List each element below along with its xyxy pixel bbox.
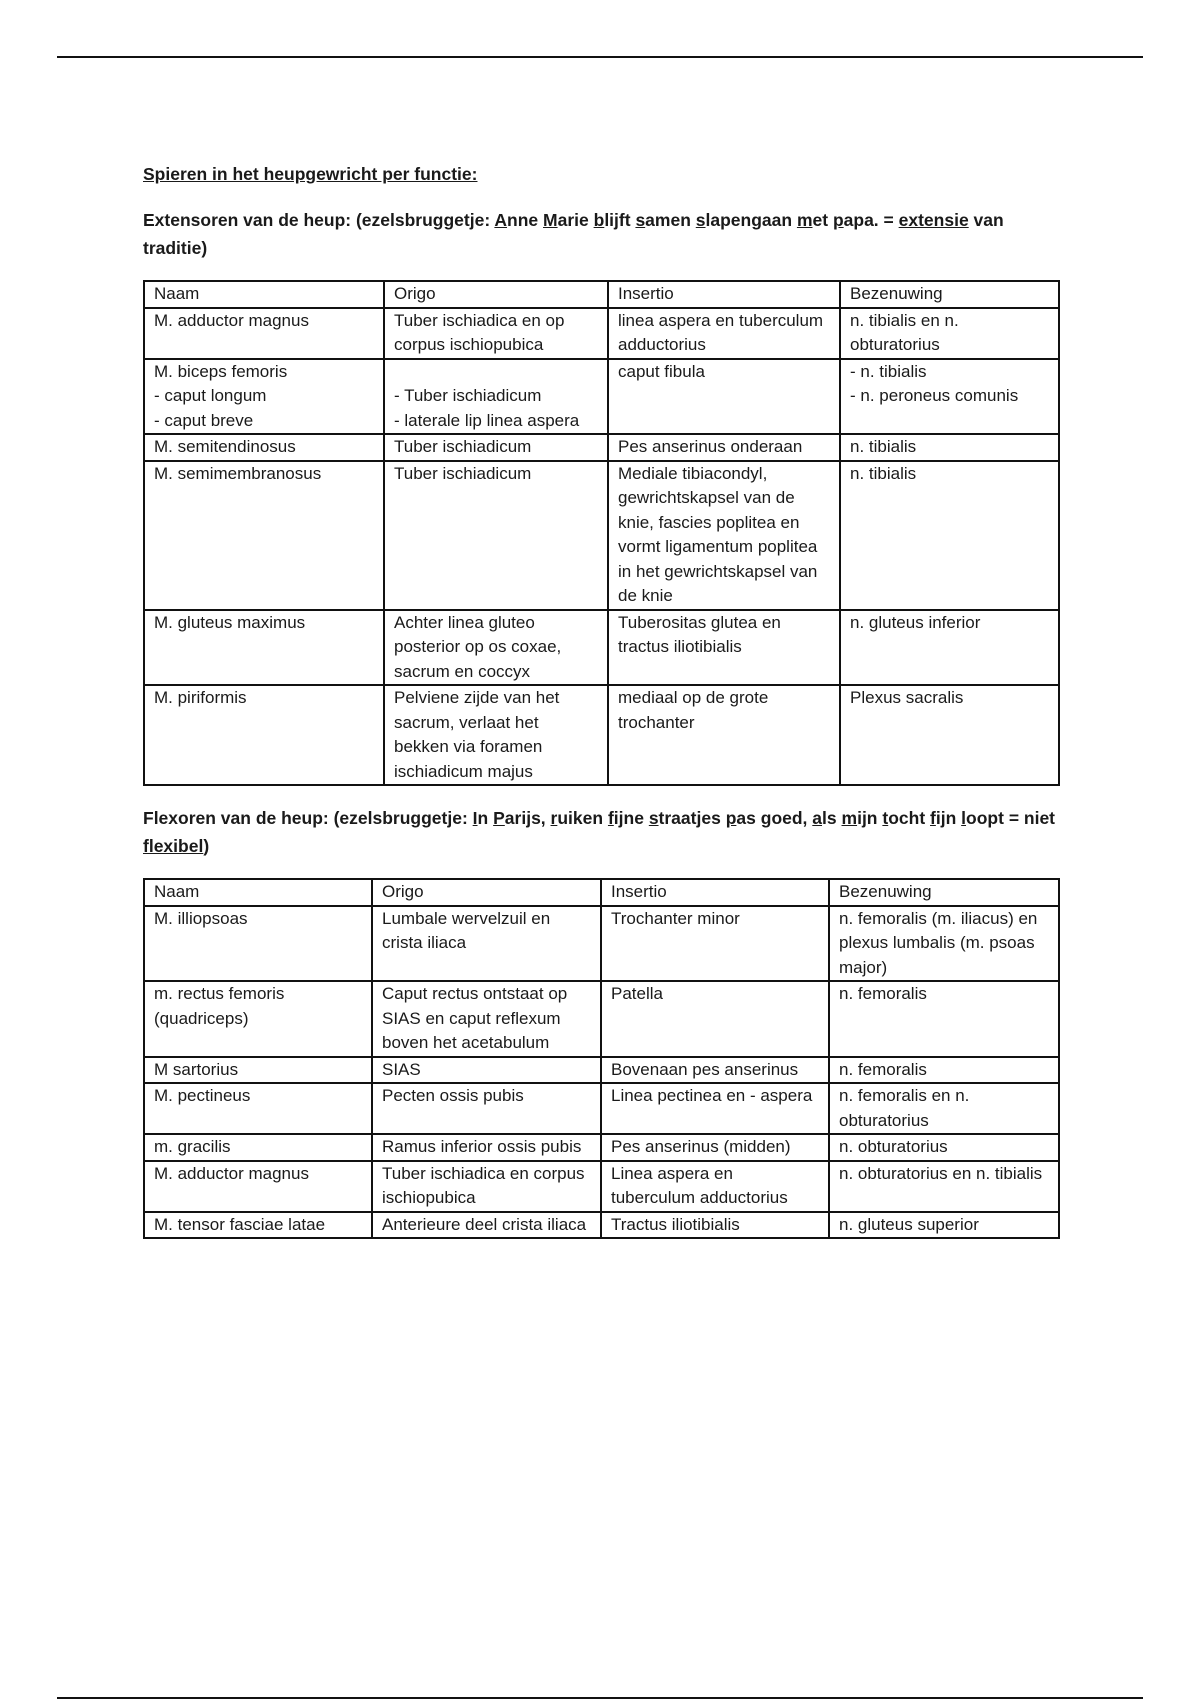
cell-naam: m. gracilis (144, 1134, 372, 1161)
cell-bezenuwing: n. gluteus superior (829, 1212, 1059, 1239)
mnemonic-key-word: extensie (898, 210, 969, 230)
cell-origo: Tuber ischiadica en corpus ischiopubica (372, 1161, 601, 1212)
mnemonic-word-rest: oed, (771, 808, 808, 828)
mnemonic-word-rest: lapengaan (705, 210, 793, 230)
cell-insertio: Tractus iliotibialis (601, 1212, 829, 1239)
column-header: Naam (144, 281, 384, 308)
table-header-row (144, 879, 1059, 906)
mnemonic-initial: t (882, 808, 889, 828)
cell-naam: M. biceps femoris - caput longum - caput breve (144, 359, 384, 435)
table-header-row (144, 281, 1059, 308)
header-rule (57, 56, 1143, 58)
cell-bezenuwing: n. tibialis (840, 461, 1059, 610)
mnemonic-initial: m (796, 210, 813, 230)
cell-origo: - Tuber ischiadicum - laterale lip linea aspera (384, 359, 608, 435)
table-row (144, 1057, 1059, 1084)
mnemonic-initial: M (543, 210, 558, 230)
cell-origo: Tuber ischiadicum (384, 461, 608, 610)
column-header: Bezenuwing (840, 281, 1059, 308)
mnemonic-word-rest: arie (557, 210, 589, 230)
cell-bezenuwing: n. femoralis (829, 981, 1059, 1057)
cell-naam: M. piriformis (144, 685, 384, 785)
mnemonic-equals: = (883, 210, 899, 230)
mnemonic-word-rest: uiken (557, 808, 604, 828)
mnemonic-initial: l (961, 808, 967, 828)
extensors-table (143, 280, 1060, 786)
cell-insertio: mediaal op de grote trochanter (608, 685, 840, 785)
cell-bezenuwing: n. tibialis (840, 434, 1059, 461)
mnemonic-initial: r (550, 808, 558, 828)
heading-suffix: ) (203, 836, 210, 856)
mnemonic-key-word: flexibel (143, 836, 204, 856)
cell-insertio: Pes anserinus onderaan (608, 434, 840, 461)
cell-bezenuwing: n. obturatorius en n. tibialis (829, 1161, 1059, 1212)
cell-insertio: Trochanter minor (601, 906, 829, 982)
table-row (144, 1134, 1059, 1161)
mnemonic-initial: I (472, 808, 478, 828)
mnemonic-word-rest: n (477, 808, 489, 828)
mnemonic-initial: b (593, 210, 605, 230)
cell-naam: M sartorius (144, 1057, 372, 1084)
cell-insertio: caput fibula (608, 359, 840, 435)
cell-bezenuwing: - n. tibialis - n. peroneus comunis (840, 359, 1059, 435)
mnemonic-word-rest: arijs, (504, 808, 546, 828)
mnemonic-word-rest: ls (822, 808, 837, 828)
table-row (144, 308, 1059, 359)
mnemonic-word-rest: oopt (966, 808, 1004, 828)
cell-naam: M. illiopsoas (144, 906, 372, 982)
footer-rule (57, 1697, 1143, 1699)
column-header: Origo (372, 879, 601, 906)
mnemonic-word-rest: ijn (935, 808, 957, 828)
mnemonic-word-rest: as (736, 808, 756, 828)
extensors-heading (143, 206, 1063, 262)
cell-origo: Ramus inferior ossis pubis (372, 1134, 601, 1161)
cell-naam: M. adductor magnus (144, 308, 384, 359)
cell-origo: Anterieure deel crista iliaca (372, 1212, 601, 1239)
cell-naam: M. gluteus maximus (144, 610, 384, 686)
cell-origo: Tuber ischiadicum (384, 434, 608, 461)
mnemonic-word-rest: nne (507, 210, 539, 230)
cell-bezenuwing: n. tibialis en n. obturatorius (840, 308, 1059, 359)
cell-origo: Caput rectus ontstaat op SIAS en caput reflexum boven het acetabulum (372, 981, 601, 1057)
mnemonic-word-rest: et (812, 210, 829, 230)
column-header: Bezenuwing (829, 879, 1059, 906)
mnemonic-initial: p (832, 210, 844, 230)
cell-insertio: linea aspera en tuberculum adductorius (608, 308, 840, 359)
cell-insertio: Linea pectinea en - aspera (601, 1083, 829, 1134)
document-body (143, 160, 1063, 1239)
mnemonic-word-rest: ijne (613, 808, 644, 828)
cell-origo: SIAS (372, 1057, 601, 1084)
mnemonic-word-rest: lijft (604, 210, 631, 230)
mnemonic-initial: P (493, 808, 505, 828)
cell-insertio: Tuberositas glutea en tractus iliotibialis (608, 610, 840, 686)
cell-origo: Lumbale wervelzuil en crista iliaca (372, 906, 601, 982)
table-row (144, 906, 1059, 982)
cell-naam: m. rectus femoris (quadriceps) (144, 981, 372, 1057)
table-row (144, 685, 1059, 785)
column-header: Insertio (608, 281, 840, 308)
cell-bezenuwing: Plexus sacralis (840, 685, 1059, 785)
table-row (144, 1161, 1059, 1212)
mnemonic-word-rest: ijn (857, 808, 878, 828)
cell-bezenuwing: n. femoralis (829, 1057, 1059, 1084)
table-row (144, 359, 1059, 435)
cell-naam: M. semimembranosus (144, 461, 384, 610)
cell-naam: M. tensor fasciae latae (144, 1212, 372, 1239)
mnemonic-initial: f (930, 808, 936, 828)
table-row (144, 461, 1059, 610)
heading-suffix: van traditie) (143, 210, 1004, 258)
heading-prefix: Extensoren van de heup: (ezelsbruggetje: (143, 210, 495, 230)
cell-origo: Pelviene zijde van het sacrum, verlaat het bekken via foramen ischiadicum majus (384, 685, 608, 785)
table-row (144, 981, 1059, 1057)
cell-insertio: Patella (601, 981, 829, 1057)
mnemonic-word-rest: amen (645, 210, 691, 230)
mnemonic-initial: p (725, 808, 737, 828)
mnemonic-initial: s (648, 808, 659, 828)
cell-naam: M. semitendinosus (144, 434, 384, 461)
mnemonic-initial: f (607, 808, 614, 828)
cell-origo: Pecten ossis pubis (372, 1083, 601, 1134)
cell-bezenuwing: n. obturatorius (829, 1134, 1059, 1161)
column-header: Naam (144, 879, 372, 906)
heading-prefix: Flexoren van de heup: (ezelsbruggetje: (143, 808, 473, 828)
mnemonic-initial: s (695, 210, 706, 230)
cell-insertio: Linea aspera en tuberculum adductorius (601, 1161, 829, 1212)
cell-insertio: Pes anserinus (midden) (601, 1134, 829, 1161)
cell-naam: M. pectineus (144, 1083, 372, 1134)
column-header: Origo (384, 281, 608, 308)
cell-origo: Tuber ischiadica en op corpus ischiopubica (384, 308, 608, 359)
mnemonic-word-rest: apa. (843, 210, 879, 230)
cell-origo: Achter linea gluteo posterior op os coxae, sacrum en coccyx (384, 610, 608, 686)
cell-insertio: Bovenaan pes anserinus (601, 1057, 829, 1084)
cell-bezenuwing: n. femoralis en n. obturatorius (829, 1083, 1059, 1134)
cell-insertio: Mediale tibiacondyl, gewrichtskapsel van de knie, fascies poplitea en vormt ligamentum poplitea in het gewrichtskapsel van de knie (608, 461, 840, 610)
table-row (144, 1212, 1059, 1239)
table-row (144, 1083, 1059, 1134)
page-title: Spieren in het heupgewricht per functie: (143, 164, 478, 184)
table-row (144, 434, 1059, 461)
mnemonic-initial: a (812, 808, 823, 828)
cell-bezenuwing: n. femoralis (m. iliacus) en plexus lumbalis (m. psoas major) (829, 906, 1059, 982)
mnemonic-initial: m (841, 808, 858, 828)
cell-bezenuwing: n. gluteus inferior (840, 610, 1059, 686)
mnemonic-initial: A (494, 210, 508, 230)
mnemonic-equals: = niet (1008, 808, 1056, 828)
mnemonic-initial: g (760, 808, 772, 828)
mnemonic-word-rest: ocht (888, 808, 926, 828)
cell-naam: M. adductor magnus (144, 1161, 372, 1212)
column-header: Insertio (601, 879, 829, 906)
flexors-heading (143, 804, 1063, 860)
mnemonic-word-rest: traatjes (658, 808, 721, 828)
table-row (144, 610, 1059, 686)
flexors-table (143, 878, 1060, 1239)
mnemonic-initial: s (635, 210, 646, 230)
